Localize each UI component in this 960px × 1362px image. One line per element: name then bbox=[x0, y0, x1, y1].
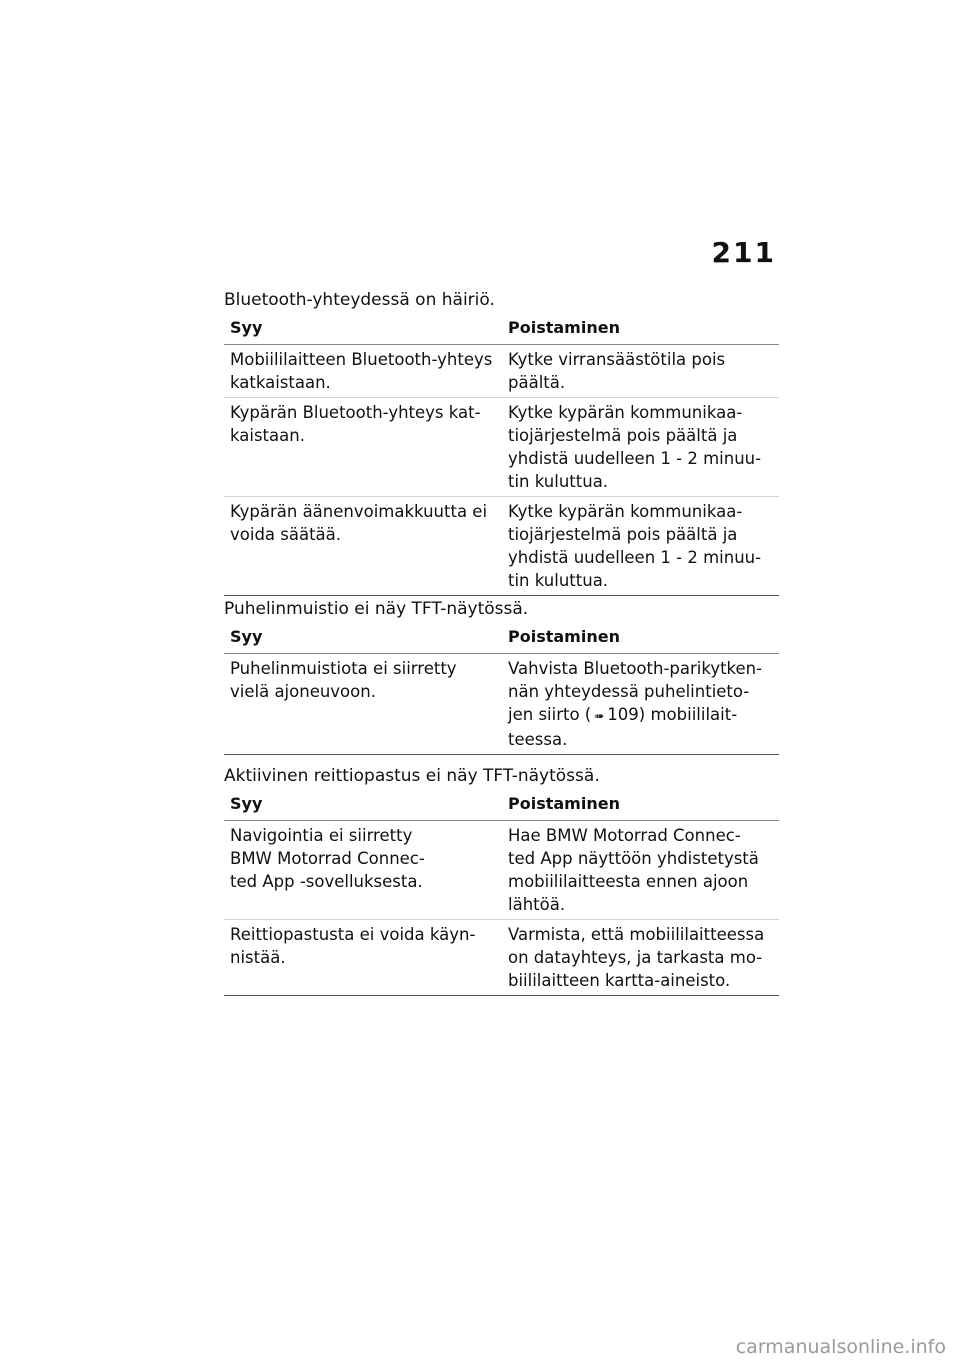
column-header-fix: Poistaminen bbox=[508, 794, 620, 813]
column-header-fix: Poistaminen bbox=[508, 627, 620, 646]
fix-cell bbox=[502, 657, 779, 751]
section-bluetooth-interference bbox=[224, 288, 779, 596]
fix-text-before: Vahvista Bluetooth-parikytken- nän yhteydessä puhelintieto- jen siirto ( bbox=[508, 659, 763, 724]
fix-cell: Kytke virransäästötila pois päältä. bbox=[508, 350, 726, 392]
table-header bbox=[224, 621, 779, 654]
fix-cell: Varmista, että mobiililaitteessa on datayhteys, ja tarkasta mo- biililaitteen kartta-aineisto. bbox=[508, 925, 765, 990]
cause-cell: Kypärän äänenvoimakkuutta ei voida säätää. bbox=[230, 502, 488, 544]
fix-cell: Kytke kypärän kommunikaa- tiojärjestelmä pois päältä ja yhdistä uudelleen 1 - 2 minuu- tin kuluttua. bbox=[508, 502, 762, 590]
table-header bbox=[224, 312, 779, 345]
cause-cell: Puhelinmuistiota ei siirretty vielä ajoneuvoon. bbox=[230, 659, 457, 701]
table-header bbox=[224, 788, 779, 821]
section-route-guidance bbox=[224, 764, 779, 996]
cause-cell: Kypärän Bluetooth-yhteys kat- kaistaan. bbox=[230, 403, 481, 445]
cause-cell: Navigointia ei siirretty BMW Motorrad Connec- ted App -sovelluksesta. bbox=[230, 826, 425, 891]
section-heading: Aktiivinen reittiopastus ei näy TFT-näytössä. bbox=[224, 766, 600, 786]
page-number: 211 bbox=[711, 236, 776, 269]
page-reference-number[interactable]: 109 bbox=[607, 705, 639, 724]
cause-cell: Reittiopastusta ei voida käyn- nistää. bbox=[230, 925, 476, 967]
fix-cell: Hae BMW Motorrad Connec- ted App näyttöön yhdistetystä mobiililaitteesta ennen ajoon lähtöä. bbox=[508, 826, 759, 914]
table-row bbox=[224, 821, 779, 920]
cause-cell: Mobiililaitteen Bluetooth-yhteys katkaistaan. bbox=[230, 350, 493, 392]
section-heading: Bluetooth-yhteydessä on häiriö. bbox=[224, 290, 495, 310]
table-row bbox=[224, 920, 779, 996]
watermark: carmanualsonline.info bbox=[735, 1336, 946, 1358]
page-reference-arrow-icon: ➠ bbox=[594, 709, 605, 723]
table-row bbox=[224, 345, 779, 398]
column-header-fix: Poistaminen bbox=[508, 318, 620, 337]
column-header-cause: Syy bbox=[230, 627, 263, 646]
table-row bbox=[224, 497, 779, 596]
table-row bbox=[224, 654, 779, 755]
fix-text-after: ) mobiililait- teessa. bbox=[508, 705, 738, 749]
section-heading: Puhelinmuistio ei näy TFT-näytössä. bbox=[224, 599, 529, 619]
section-phonebook bbox=[224, 597, 779, 755]
fix-cell: Kytke kypärän kommunikaa- tiojärjestelmä pois päältä ja yhdistä uudelleen 1 - 2 minuu- tin kuluttua. bbox=[508, 403, 762, 491]
table-row bbox=[224, 398, 779, 497]
column-header-cause: Syy bbox=[230, 794, 263, 813]
column-header-cause: Syy bbox=[230, 318, 263, 337]
